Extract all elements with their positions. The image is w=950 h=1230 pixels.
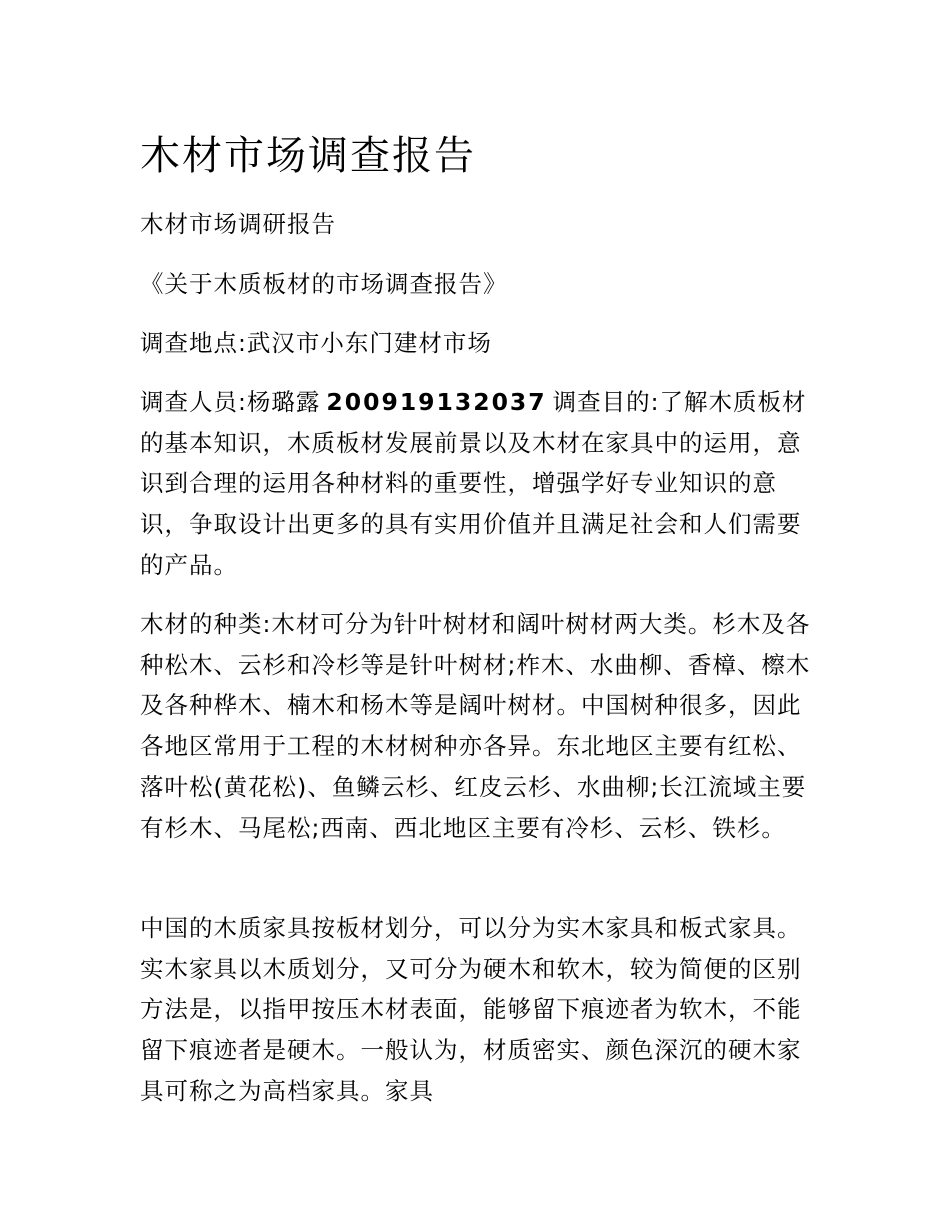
personnel-purpose-paragraph (140, 382, 812, 586)
personnel-label: 调查人员:杨璐露 (140, 388, 321, 416)
furniture-paragraph: 中国的木质家具按板材划分，可以分为实木家具和板式家具。实木家具以木质划分，又可分为硬木和软木，较为简便的区别方法是，以指甲按压木材表面，能够留下痕迹者为软木，不能留下痕迹者是硬木。一般认为，材质密实、颜色深沉的硬木家具可称之为高档家具。家具 (140, 914, 802, 1105)
document-title: 木材市场调查报告 (140, 133, 476, 179)
subtitle-line: 木材市场调研报告 (140, 210, 336, 238)
survey-location-line: 调查地点:武汉市小东门建材市场 (140, 329, 492, 357)
survey-purpose: 调查目的:了解木质板材的基本知识，木质板材发展前景以及木材在家具中的运用，意识到合理的运用各种材料的重要性，增强学好专业知识的意识，争取设计出更多的具有实用价值并且满足社会和人们需要的产品。 (140, 388, 807, 579)
wood-types-paragraph: 木材的种类:木材可分为针叶树材和阔叶树材两大类。杉木及各种松木、云杉和冷杉等是针叶树材;柞木、水曲柳、香樟、檫木及各种桦木、楠木和杨木等是阔叶树材。中国树种很多，因此各地区常用于工程的木材树种亦各异。东北地区主要有红松、落叶松(黄花松)、鱼鳞云杉、红皮云杉、水曲柳;长江流域主要有杉木、马尾松;西南、西北地区主要有冷杉、云杉、铁杉。 (140, 610, 811, 842)
student-id: 200919132037 (326, 388, 547, 416)
report-name-line: 《关于木质板材的市场调查报告》 (140, 270, 508, 298)
